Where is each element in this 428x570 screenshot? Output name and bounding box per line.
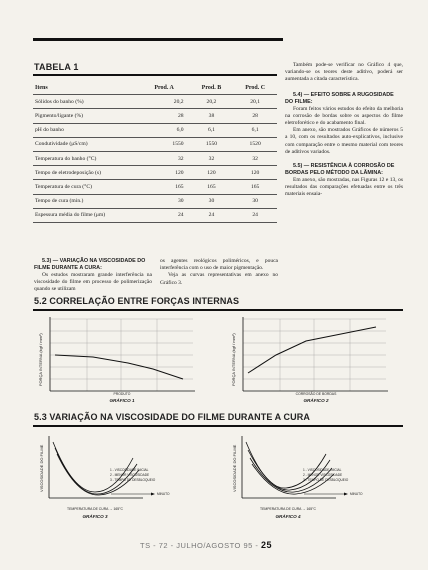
column-header-b: Prod. B xyxy=(190,81,234,95)
table-row xyxy=(33,109,277,123)
row-label: Tempo de eletrodeposição (s) xyxy=(33,166,139,180)
page-number: 25 xyxy=(260,540,272,550)
cell-value: 38 xyxy=(190,109,234,123)
cell-value: 30 xyxy=(233,194,277,208)
cell-value: 165 xyxy=(139,180,190,194)
paragraph: os agentes reológicos poliméricos, e pouca interferência com o uso de maior pigmentação. xyxy=(160,258,278,272)
footer-issue: TS - 72 - JULHO/AGOSTO 95 - xyxy=(140,541,259,550)
cell-value: 20,2 xyxy=(190,95,234,109)
graph-2 xyxy=(226,313,401,403)
cell-value: 24 xyxy=(190,208,234,222)
paragraph: Veja as curvas representativas em anexo no Gráfico 3. xyxy=(160,272,278,286)
cell-value: 28 xyxy=(233,109,277,123)
y-axis-label: FORÇA INTERNA (kgf / mm²) xyxy=(38,333,43,386)
graph-1 xyxy=(33,313,208,403)
y-axis-label: FORÇA INTERNA (kgf / mm²) xyxy=(231,333,236,386)
row-label: pH do banho xyxy=(33,123,139,137)
cell-value: 165 xyxy=(190,180,234,194)
table-row xyxy=(33,151,277,165)
row-label: Tempo de cura (min.) xyxy=(33,194,139,208)
table-row xyxy=(33,137,277,151)
arrow-label: MINUTO xyxy=(350,492,363,496)
graph-legend xyxy=(303,468,348,483)
column-header-c: Prod. C xyxy=(233,81,277,95)
cell-value: 1550 xyxy=(139,137,190,151)
row-label: Sólidos do banho (%) xyxy=(33,95,139,109)
section-heading: 5.2 CORRELAÇÃO ENTRE FORÇAS INTERNAS xyxy=(34,296,240,306)
table-row xyxy=(33,194,277,208)
y-axis-label: VISCOSIDADE DO FILME xyxy=(232,444,237,492)
legend-item: 3 - TEMPO DE DESBLOQUEIO xyxy=(303,478,349,482)
arrow-label: MINUTO xyxy=(157,492,170,496)
cell-value: 6,0 xyxy=(139,123,190,137)
row-label: Espessura média do filme (μm) xyxy=(33,208,139,222)
column-header-a: Prod. A xyxy=(139,81,190,95)
section-heading: 5.3 VARIAÇÃO NA VISCOSIDADE DO FILME DURANTE A CURA xyxy=(34,412,310,422)
legend-item: 2 - MENOR VISCOSIDADE xyxy=(110,473,150,477)
graph-caption: GRÁFICO 1 xyxy=(109,398,135,403)
y-axis-label: VISCOSIDADE DO FILME xyxy=(39,444,44,492)
cell-value: 30 xyxy=(190,194,234,208)
cell-value: 32 xyxy=(190,151,234,165)
legend-item: 1 - VISCOSIDADE INICIAL xyxy=(110,468,149,472)
right-column xyxy=(285,62,403,199)
legend-item: 2 - MENOR VISCOSIDADE xyxy=(303,473,343,477)
cell-value: 165 xyxy=(233,180,277,194)
cell-value: 24 xyxy=(233,208,277,222)
cell-value: 120 xyxy=(233,166,277,180)
cell-value: 1520 xyxy=(233,137,277,151)
curve xyxy=(248,327,376,373)
page-footer xyxy=(140,540,272,550)
arrow-head xyxy=(151,493,155,496)
arrow-head xyxy=(344,493,348,496)
x-axis-label: TEMPERATURA DE CURA → 165°C xyxy=(260,507,316,511)
section-rule xyxy=(33,309,403,311)
x-axis-label: TEMPERATURA DE CURA → 165°C xyxy=(67,507,123,511)
graph-caption: GRÁFICO 3 xyxy=(82,514,108,519)
table-row xyxy=(33,95,277,109)
subsection-heading: 5.4) — EFEITO SOBRE A RUGOSIDADE DO FILME: xyxy=(285,91,394,105)
cell-value: 30 xyxy=(139,194,190,208)
section-rule xyxy=(33,425,403,427)
cell-value: 24 xyxy=(139,208,190,222)
data-table xyxy=(33,81,277,223)
paragraph: Também pode-se verificar no Gráfico 4 que, variando-se os teores deste aditivo, poderá ser aumentada a citada característica. xyxy=(285,62,403,83)
graph-caption: GRÁFICO 4 xyxy=(275,514,301,519)
paragraph: Foram feitos vários estudos do efeito da melhoria na corrosão de bordas sobre os aspectos do filme eletroforético e do acabamento final. xyxy=(285,105,403,127)
cell-value: 20,2 xyxy=(139,95,190,109)
cell-value: 32 xyxy=(139,151,190,165)
cell-value: 120 xyxy=(139,166,190,180)
mid-left-column xyxy=(34,258,152,294)
graph-legend xyxy=(110,468,155,483)
table-rule-top xyxy=(33,74,277,76)
cell-value: 32 xyxy=(233,151,277,165)
table-row xyxy=(33,180,277,194)
cell-value: 28 xyxy=(139,109,190,123)
table-header-row xyxy=(33,81,277,95)
cell-value: 6,1 xyxy=(233,123,277,137)
paragraph: Em anexo, são mostrados Gráficos de números 5 a 10, com os resultados auto-explicativos, inclusive com comparação entre o mesmo material com teores de aditivos variados. xyxy=(285,127,403,155)
cell-value: 20,1 xyxy=(233,95,277,109)
column-header-item: Itens xyxy=(33,81,139,95)
paragraph: Em anexo, são mostradas, nas Figuras 12 e 13, os resultados das comparações efetuadas entre os três materiais ensaia- xyxy=(285,177,403,198)
paragraph: Os estudos mostraram grande interferência na viscosidade do filme em processo de polimerização quando se utilizam xyxy=(34,272,152,293)
cell-value: 120 xyxy=(190,166,234,180)
subsection-heading: 5.5) — RESISTÊNCIA À CORROSÃO DE BORDAS PELO MÉTODO DA LÂMINA: xyxy=(285,163,395,177)
cell-value: 6,1 xyxy=(190,123,234,137)
grid-lines xyxy=(243,319,386,391)
row-label: Condutividade (μS/cm) xyxy=(33,137,139,151)
table-row xyxy=(33,166,277,180)
x-axis-label: CORROSÃO DE BORDAS xyxy=(295,392,337,396)
top-rule xyxy=(33,38,283,41)
table-row xyxy=(33,208,277,222)
cell-value: 1550 xyxy=(190,137,234,151)
graph-caption: GRÁFICO 2 xyxy=(303,398,329,403)
table-title: TABELA 1 xyxy=(34,62,79,72)
mid-right-column xyxy=(160,258,278,287)
row-label: Temperatura de cura (°C) xyxy=(33,180,139,194)
x-axis-label: PRODUTO xyxy=(113,392,131,396)
legend-item: 1 - VISCOSIDADE INICIAL xyxy=(303,468,342,472)
subsection-heading: 5.3) — VARIAÇÃO NA VISCOSIDADE DO FILME DURANTE A CURA: xyxy=(34,258,146,271)
table-row xyxy=(33,123,277,137)
row-label: Pigmento/ligante (%) xyxy=(33,109,139,123)
row-label: Temperatura do banho (°C) xyxy=(33,151,139,165)
legend-item: 3 - TEMPO DE DESBLOQUEIO xyxy=(110,478,156,482)
grid-lines xyxy=(50,319,193,391)
